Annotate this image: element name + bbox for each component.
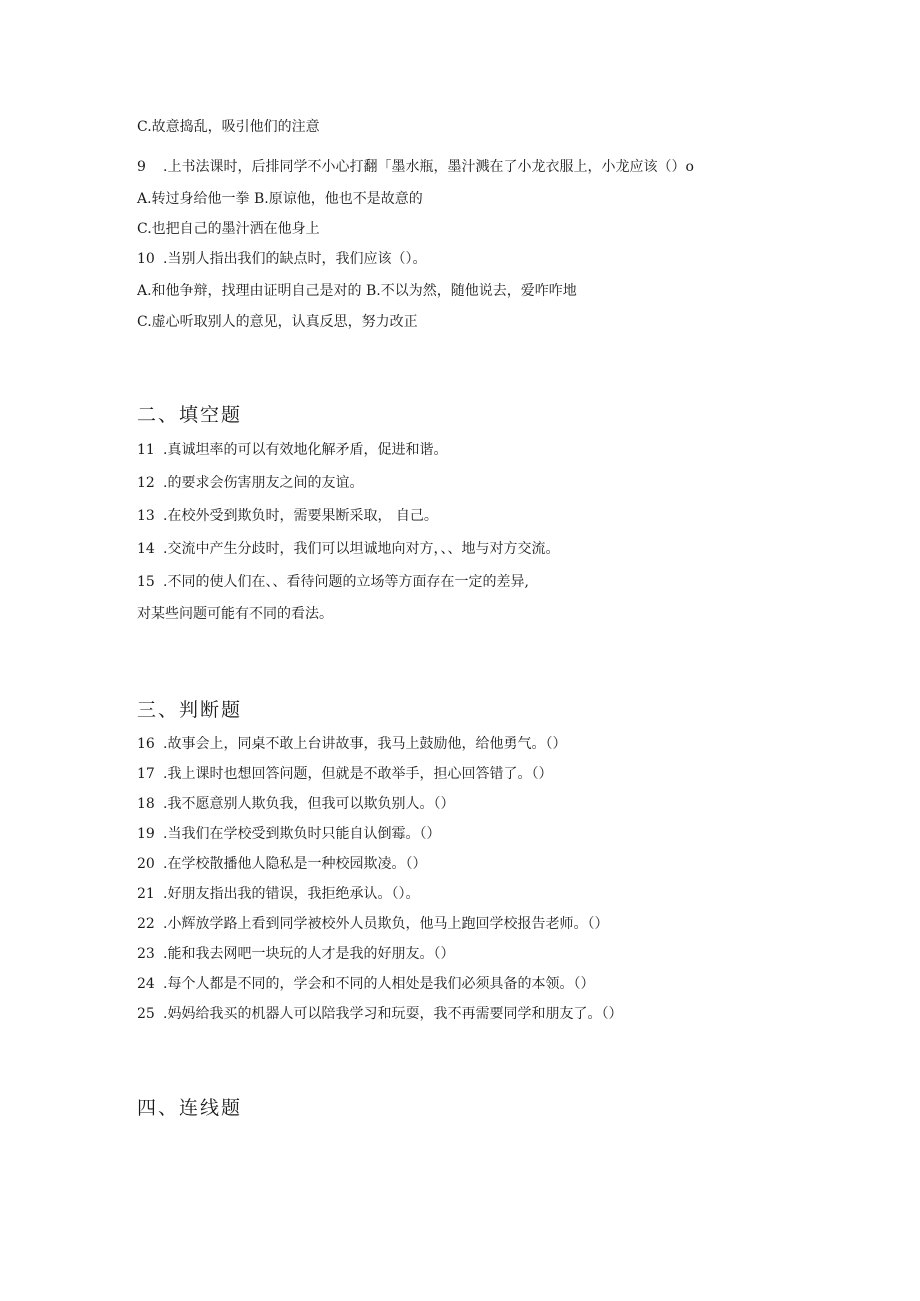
question-number: 24: [137, 976, 155, 992]
section-title-true-false: 三、判断题: [137, 699, 243, 721]
q10-text: .当别人指出我们的缺点时，我们应该（）。: [163, 251, 427, 267]
question-20: [137, 855, 426, 873]
question-number: 25: [137, 1006, 155, 1022]
question-number: 19: [137, 826, 155, 842]
question-17: [137, 765, 552, 783]
question-text: .真诚坦率的可以有效地化解矛盾，促进和谐。: [163, 442, 448, 458]
question-number: 18: [137, 796, 155, 812]
question-14: [137, 540, 559, 558]
question-number: 12: [137, 475, 155, 491]
section-title-fill-blank: 二、填空题: [137, 404, 243, 426]
question-12: [137, 474, 363, 492]
question-text: .交流中产生分歧时，我们可以坦诚地向对方，、、地与对方交流。: [163, 541, 560, 557]
question-number: 11: [137, 442, 155, 458]
question-number: 22: [137, 916, 155, 932]
question-text: .我不愿意别人欺负我，但我可以欺负别人。（）: [163, 796, 455, 812]
section-title-matching: 四、连线题: [137, 1097, 243, 1119]
question-number: 15: [137, 574, 155, 590]
q10-options-ab: A.和他争辩，找理由证明自己是对的 B.不以为然，随他说去，爱咋咋地: [137, 283, 577, 299]
question-number: 13: [137, 508, 155, 524]
question-text: .小辉放学路上看到同学被校外人员欺负，他马上跑回学校报告老师。（）: [163, 916, 609, 932]
q9-text: .上书法课时，后排同学不小心打翻「墨水瓶，墨汁溅在了小龙衣服上，小龙应该（）o: [163, 159, 694, 175]
question-text: .在校外受到欺负时，需要果断采取， 自己。: [163, 508, 438, 524]
question-13: [137, 507, 438, 525]
q9-number: 9: [137, 159, 146, 175]
question-19: [137, 825, 440, 843]
question-number: 16: [137, 736, 155, 752]
question-number: 23: [137, 946, 155, 962]
question-15-continuation: 对某些问题可能有不同的看法。: [137, 606, 333, 622]
question-number: 14: [137, 541, 155, 557]
question-text: .在学校散播他人隐私是一种校园欺凌。（）: [163, 856, 427, 872]
question-15: [137, 573, 529, 591]
question-text: .好朋友指出我的错误，我拒绝承认。（）。: [163, 886, 420, 902]
question-text: .当我们在学校受到欺负时只能自认倒霉。（）: [163, 826, 441, 842]
q10-option-c: C.虚心听取别人的意见，认真反思，努力改正: [137, 314, 418, 330]
question-23: [137, 945, 454, 963]
question-text: .每个人都是不同的，学会和不同的人相处是我们必须具备的本领。（）: [163, 976, 595, 992]
question-text: .故事会上，同桌不敢上台讲故事，我马上鼓励他，给他勇气。（）: [163, 736, 567, 752]
q10-number: 10: [137, 251, 155, 267]
question-text: .的要求会伤害朋友之间的友谊。: [163, 475, 364, 491]
question-text: .我上课时也想回答问题，但就是不敢举手，担心回答错了。（）: [163, 766, 553, 782]
question-25: [137, 1005, 622, 1023]
question-16: [137, 735, 566, 753]
q8-option-c: C.故意捣乱，吸引他们的注意: [137, 119, 320, 135]
q9-stem: [137, 158, 694, 176]
question-number: 21: [137, 886, 155, 902]
question-18: [137, 795, 454, 813]
question-number: 17: [137, 766, 155, 782]
question-22: [137, 915, 608, 933]
question-number: 20: [137, 856, 155, 872]
question-21: [137, 885, 419, 903]
question-text: .妈妈给我买的机器人可以陪我学习和玩耍，我不再需要同学和朋友了。（）: [163, 1006, 623, 1022]
question-text: .能和我去网吧一块玩的人才是我的好朋友。（）: [163, 946, 455, 962]
q9-option-c: C.也把自己的墨汁洒在他身上: [137, 221, 320, 237]
q9-options-ab: A.转过身给他一拳 B.原谅他，他也不是故意的: [137, 191, 423, 207]
question-text: .不同的使人们在、、看待问题的立场等方面存在一定的差异,: [163, 574, 529, 590]
question-24: [137, 975, 594, 993]
q10-stem: [137, 250, 426, 268]
question-11: [137, 441, 447, 459]
